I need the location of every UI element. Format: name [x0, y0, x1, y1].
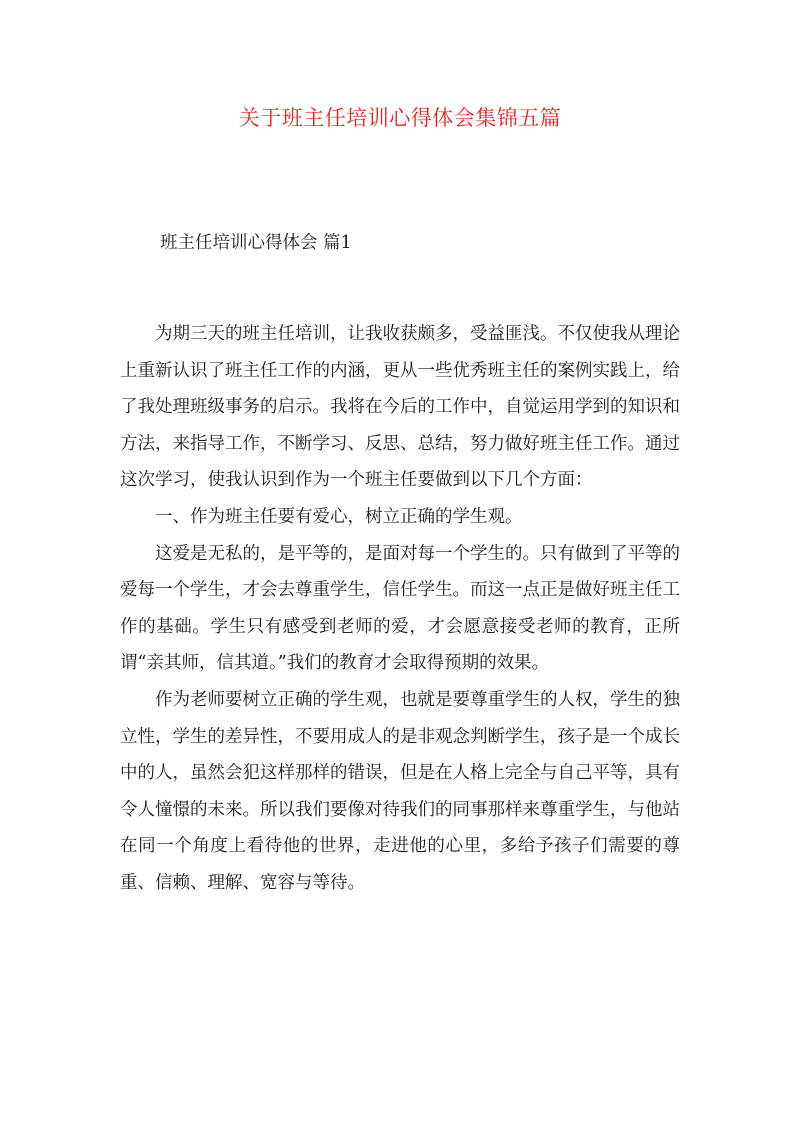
section-heading: 班主任培训心得体会 篇1 — [160, 233, 352, 253]
paragraph-intro: 为期三天的班主任培训，让我收获颇多，受益匪浅。不仅使我从理论上重新认识了班主任工作的内涵，更从一些优秀班主任的案例实践上，给了我处理班级事务的启示。我将在今后的工作中，自觉运用学到的知识和方法，来指导工作，不断学习、反思、总结，努力做好班主任工作。通过这次学习，使我认识到作为一个班主任要做到以下几个方面： — [120, 324, 680, 491]
paragraph-point-one: 一、作为班主任要有爱心，树立正确的学生观。 — [155, 506, 523, 527]
paragraph-love: 这爱是无私的，是平等的，是面对每一个学生的。只有做到了平等的爱每一个学生，才会去尊重学生，信任学生。而这一点正是做好班主任工作的基础。学生只有感受到老师的爱，才会愿意接受老师的教育，正所谓“亲其师，信其道。”我们的教育才会取得预期的效果。 — [120, 543, 680, 674]
document-title: 关于班主任培训心得体会集锦五篇 — [238, 106, 562, 130]
paragraph-student-view: 作为老师要树立正确的学生观，也就是要尊重学生的人权，学生的独立性，学生的差异性，不要用成人的是非观念判断学生，孩子是一个成长中的人，虽然会犯这样那样的错误，但是在人格上完全与自己平等，具有令人憧憬的未来。所以我们要像对待我们的同事那样来尊重学生，与他站在同一个角度上看待他的世界，走进他的心里，多给予孩子们需要的尊重、信赖、理解、宽容与等待。 — [120, 689, 680, 893]
body-text — [120, 316, 680, 902]
